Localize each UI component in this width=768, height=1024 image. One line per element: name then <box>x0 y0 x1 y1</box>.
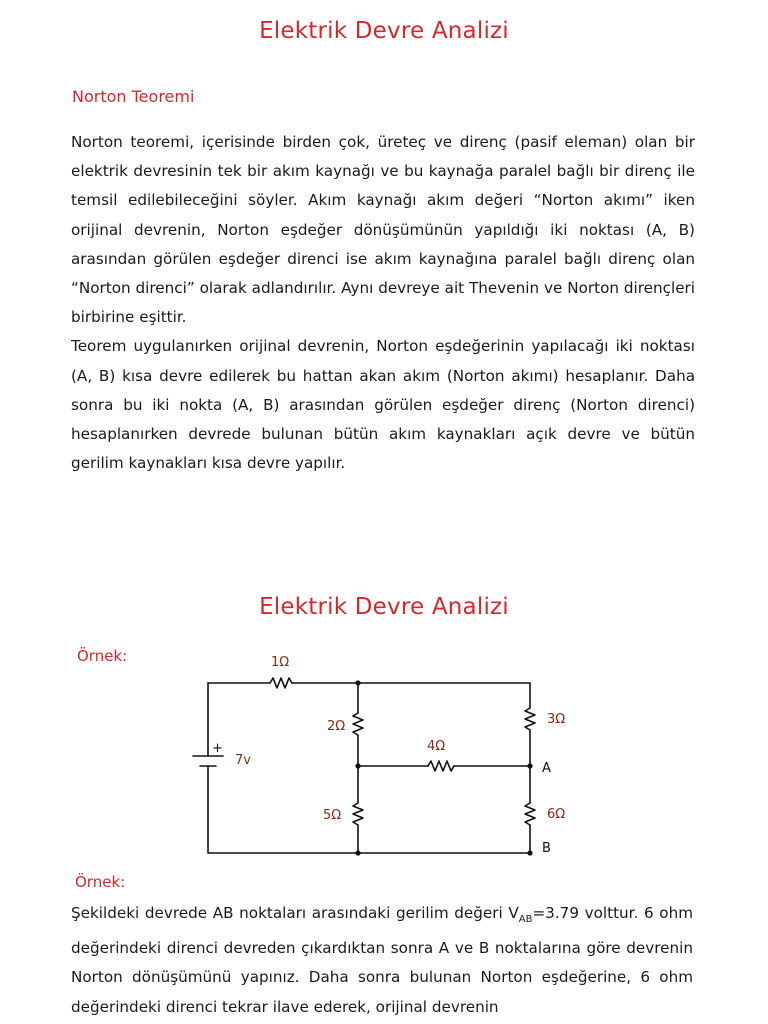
paragraph-2: Teorem uygulanırken orijinal devrenin, Norton eşdeğerinin yapılacağı iki noktası (A, B) kısa devre edilerek bu hattan akan akım (Norton akımı) hesaplanır. Daha sonra bu iki nokta (A, B) arasından görülen eşdeğer direnç (Norton direnci) hesaplanırken devrede bulunan bütün akım kaynakları açık devre ve bütün gerilim kaynakları kısa devre yapılır. <box>71 337 695 473</box>
label-r-right-lower: 6Ω <box>547 807 566 822</box>
example-label-2: Örnek: <box>75 873 126 891</box>
problem-text <box>71 899 693 1022</box>
node-dot <box>355 850 360 855</box>
example-label: Örnek: <box>77 647 128 665</box>
resistor-right-lower <box>525 803 535 825</box>
page-title-2: Elektrik Devre Analizi <box>259 594 509 620</box>
problem-part-2: =3.79 volttur. 6 ohm değerindeki direnci devreden çıkardıktan sonra A ve B noktalarına göre devrenin Norton dönüşümünü yapınız. Daha sonra bulunan Norton eşdeğerine, 6 ohm değerindeki direnci tekrar ilave ederek, orijinal devrenin <box>71 904 693 1016</box>
label-r-right-upper: 3Ω <box>547 712 566 727</box>
node-a-dot <box>527 763 532 768</box>
resistor-left-lower <box>353 803 363 825</box>
problem-paragraph <box>71 899 693 1022</box>
label-r-left-upper: 2Ω <box>327 719 346 734</box>
problem-subscript: AB <box>518 914 533 926</box>
norton-paragraph <box>71 128 695 478</box>
problem-part-1: Şekildeki devrede AB noktaları arasındaki gerilim değeri V <box>71 904 519 922</box>
label-r-middle: 4Ω <box>427 739 446 754</box>
label-source: 7v <box>235 753 251 768</box>
resistor-top <box>270 678 292 688</box>
wire-left-lower <box>208 766 530 853</box>
resistor-right-upper <box>525 708 535 730</box>
label-source-plus: + <box>212 741 223 756</box>
label-r-top: 1Ω <box>271 655 290 670</box>
label-node-a: A <box>542 761 551 776</box>
label-r-left-lower: 5Ω <box>323 808 342 823</box>
paragraph-1: Norton teoremi, içerisinde birden çok, üreteç ve direnç (pasif eleman) olan bir elektrik devresinin tek bir akım kaynağı ve bu kaynağa paralel bağlı bir direnç ile temsil edilebileceğini söyler. Akım kaynağı akım değeri “Norton akımı” iken orijinal devrenin, Norton eşdeğer dönüşümünün yapıldığı iki noktası (A, B) arasından görülen eşdeğer direnci ise akım kaynağına paralel bağlı direnç olan “Norton direnci” olarak adlandırılır. Aynı devreye ait Thevenin ve Norton dirençleri birbirine eşittir. <box>71 133 695 327</box>
node-dot <box>355 680 360 685</box>
resistor-left-upper <box>353 713 363 735</box>
section-heading: Norton Teoremi <box>72 87 195 106</box>
node-dot <box>355 763 360 768</box>
resistor-middle <box>428 761 454 771</box>
label-node-b: B <box>542 841 551 856</box>
page-title: Elektrik Devre Analizi <box>259 18 509 44</box>
node-b-dot <box>527 850 532 855</box>
circuit-diagram <box>185 648 605 863</box>
